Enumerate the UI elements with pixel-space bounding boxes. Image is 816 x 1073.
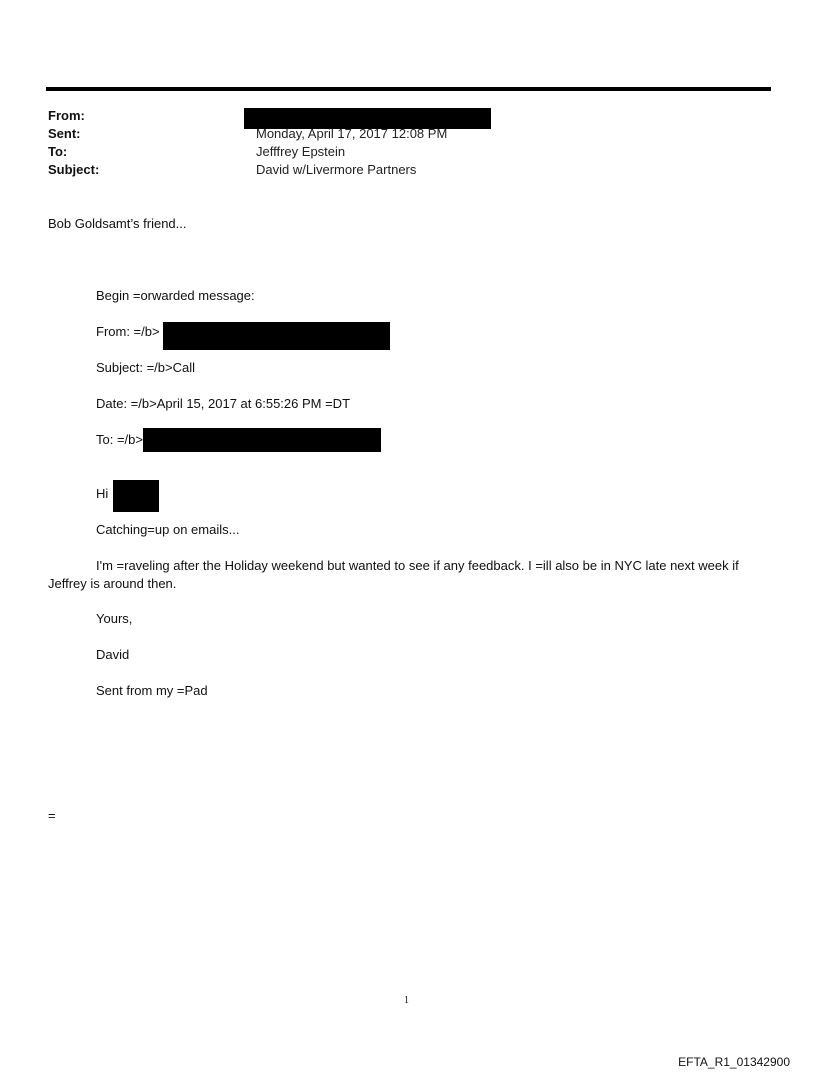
greeting-text: Hi [96,486,109,501]
body-line-1: Catching=up on emails... [96,522,240,537]
subject-value: David w/Livermore Partners [256,162,417,177]
signature-text: David [96,647,130,662]
forwarded-subject: Subject: =/b>Call [96,360,196,375]
closing-text: Yours, [96,611,133,626]
intro-text: Bob Goldsamt’s friend... [48,216,187,231]
bates-number: EFTA_R1_01342900 [678,1055,790,1069]
page-number: 1 [404,995,409,1006]
forwarded-date: Date: =/b>April 15, 2017 at 6:55:26 PM =DT [96,396,351,411]
subject-label: Subject: [48,162,100,177]
forwarded-intro: Begin =orwarded message: [96,288,255,303]
body-line-2a: I'm =raveling after the Holiday weekend but wanted to see if any feedback. I =ill also be in NYC late next week if [96,558,739,573]
redacted-forwarded-from [163,322,390,350]
to-label: To: [48,144,68,159]
forwarded-from: From: =/b> [96,324,160,339]
trailing-equals: = [48,808,56,823]
redacted-forwarded-to [143,428,381,452]
sent-value: Monday, April 17, 2017 12:08 PM [256,126,448,141]
sent-from-text: Sent from my =Pad [96,683,208,698]
body-line-2b: Jeffrey is around then. [48,576,177,591]
from-label: From: [48,108,85,123]
header-rule [46,87,771,91]
sent-label: Sent: [48,126,81,141]
to-value: Jefffrey Epstein [256,144,346,159]
forwarded-to: To: =/b> [96,432,143,447]
redacted-greeting-name [113,480,159,512]
